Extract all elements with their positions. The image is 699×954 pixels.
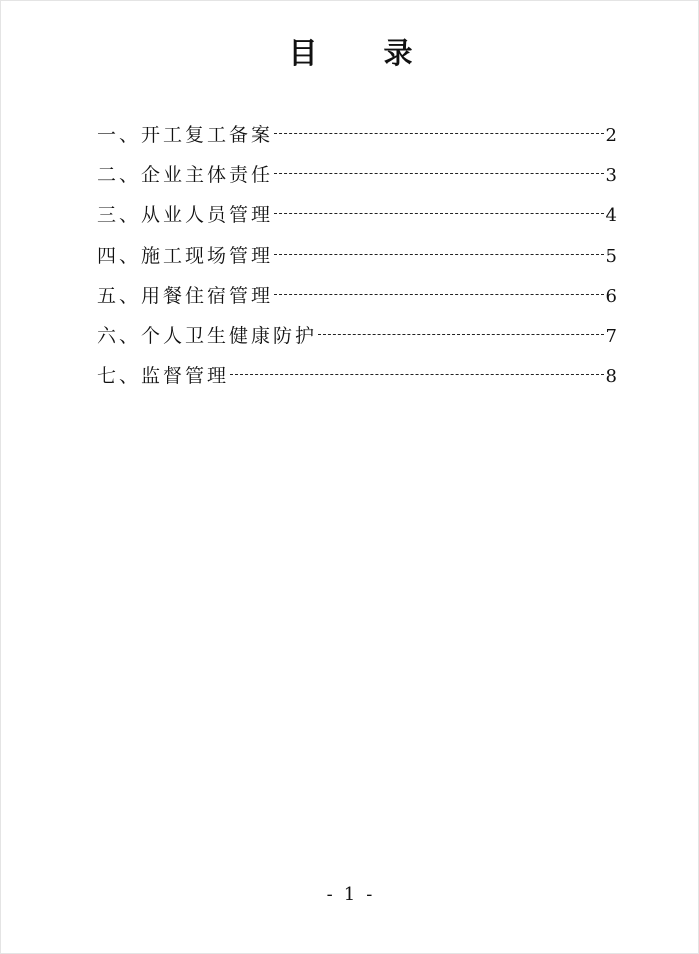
toc-entry[interactable]	[97, 242, 617, 282]
footer-dash-left: -	[326, 884, 335, 905]
table-of-contents	[97, 121, 617, 402]
toc-leader-line	[274, 173, 604, 174]
toc-entry-label: 七、监督管理	[97, 365, 230, 388]
toc-entry-page: 3	[605, 165, 617, 187]
toc-entry-label: 六、个人卫生健康防护	[97, 324, 318, 347]
toc-entry-page: 8	[605, 366, 617, 388]
toc-entry-label: 一、开工复工备案	[97, 124, 274, 146]
toc-entry[interactable]	[97, 362, 617, 402]
toc-entry-label: 五、用餐住宿管理	[97, 284, 274, 307]
toc-entry[interactable]	[97, 201, 617, 241]
toc-entry-label: 三、从业人员管理	[97, 204, 274, 227]
toc-entry-page: 6	[605, 285, 617, 307]
toc-leader-line	[274, 133, 604, 134]
footer-page-number: 1	[343, 884, 358, 905]
page-footer	[1, 884, 699, 905]
toc-leader-line	[274, 254, 604, 255]
page-title: 目 录	[288, 36, 441, 70]
toc-leader-line	[230, 374, 604, 375]
toc-entry-label: 四、施工现场管理	[97, 244, 274, 267]
toc-entry[interactable]	[97, 282, 617, 322]
toc-entry[interactable]	[97, 121, 617, 161]
toc-leader-line	[274, 294, 604, 295]
toc-entry[interactable]	[97, 161, 617, 201]
toc-entry-page: 4	[605, 205, 617, 227]
toc-entry-label: 二、企业主体责任	[97, 164, 274, 187]
toc-entry-page: 2	[605, 125, 617, 146]
toc-entry-page: 7	[605, 325, 617, 347]
toc-leader-line	[274, 213, 604, 214]
toc-entry[interactable]	[97, 322, 617, 362]
footer-dash-right: -	[366, 884, 375, 905]
toc-leader-line	[318, 334, 604, 335]
toc-entry-page: 5	[605, 245, 617, 267]
